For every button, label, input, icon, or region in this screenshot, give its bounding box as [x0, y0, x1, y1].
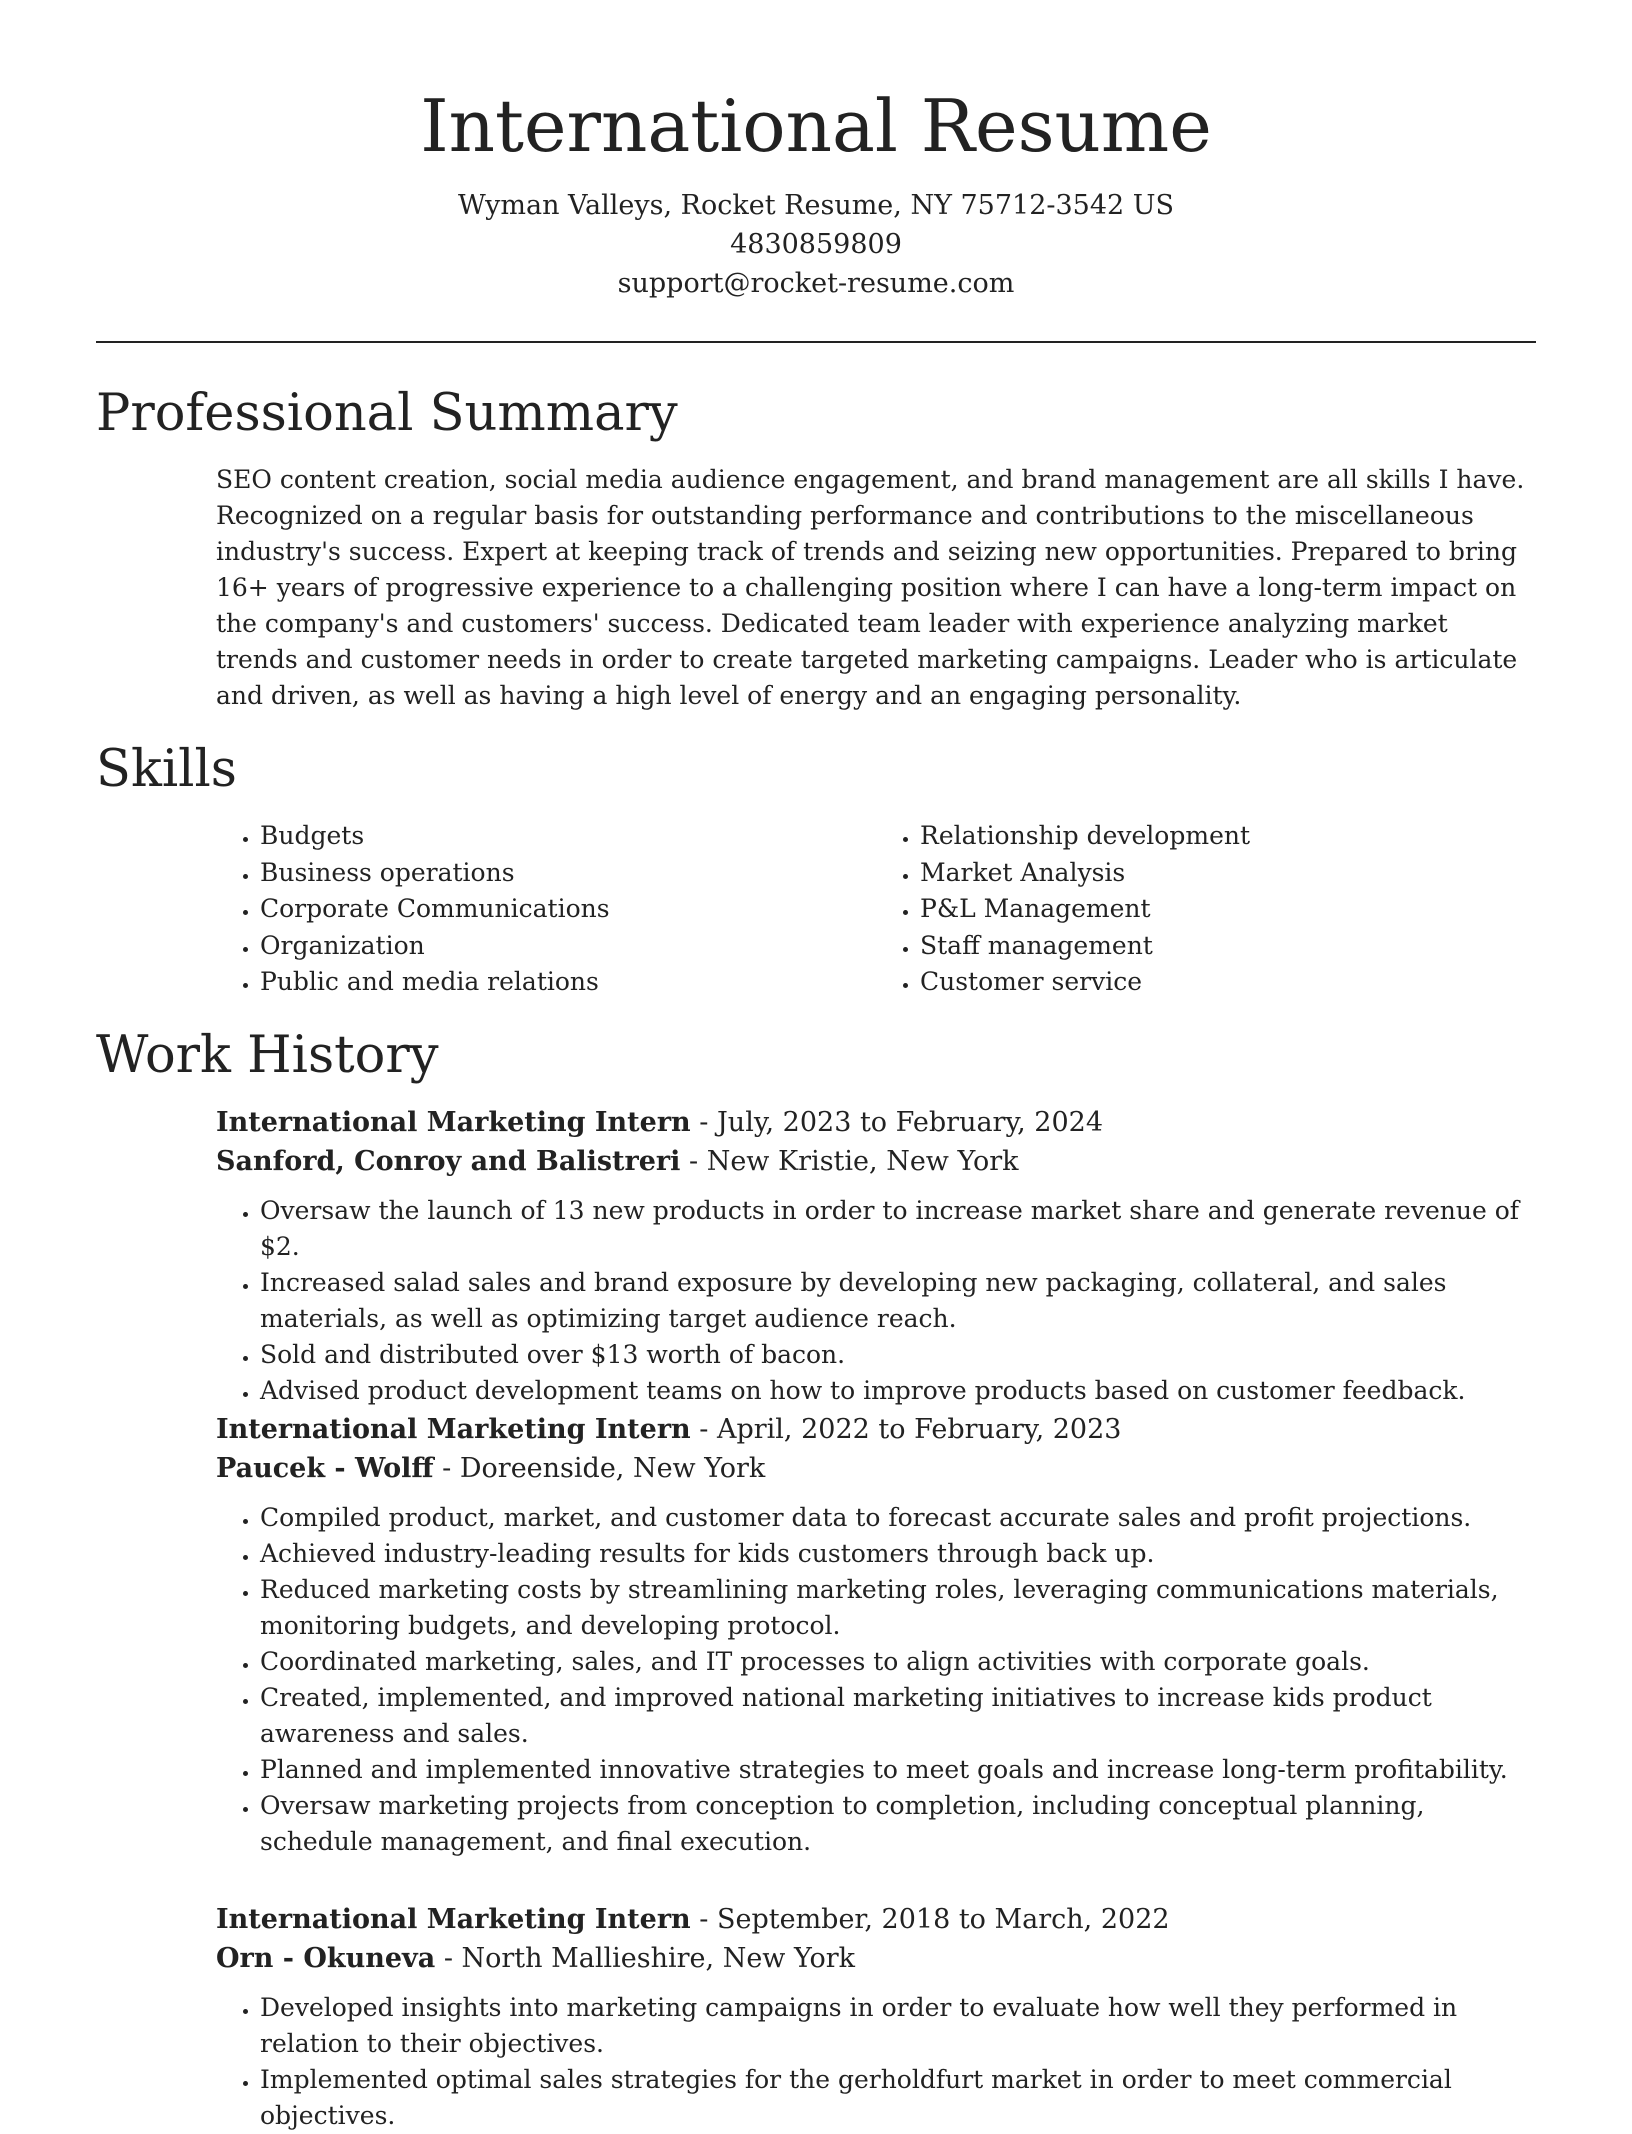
job-bullets: [216, 1193, 1536, 1409]
job-bullet: • Compiled product, market, and customer data to forecast accurate sales and profit projections.: [260, 1500, 1536, 1536]
summary-text: SEO content creation, social media audience engagement, and brand management are all skills I have. Recognized on a regular basis for outstanding performance and contributions to the miscellaneous industry's success. Expert at keeping track of trends and seizing new opportunities. Prepared to bring 16+ years of progressive experience to a challenging position where I can have a long-term impact on the company's and customers' success. Dedicated team leader with experience analyzing market trends and customer needs in order to create targeted marketing campaigns. Leader who is articulate and driven, as well as having a high level of energy and an engaging personality.: [216, 465, 1525, 710]
skill-item: • Organization: [260, 928, 876, 965]
skill-item: • Business operations: [260, 855, 876, 892]
job-bullet: • Increased salad sales and brand exposure by developing new packaging, collateral, and sales materials, as well as optimizing target audience reach.: [260, 1265, 1536, 1337]
job-title: International Marketing Intern: [216, 1107, 691, 1138]
summary-heading: Professional Summary: [96, 384, 678, 443]
job-location: - New Kristie, New York: [680, 1146, 1019, 1177]
job-company-line: [216, 1939, 1536, 1978]
job-title: International Marketing Intern: [216, 1904, 691, 1935]
job-bullet: • Created, implemented, and improved national marketing initiatives to increase kids product awareness and sales.: [260, 1680, 1536, 1752]
job-bullet: • Coordinated marketing, sales, and IT processes to align activities with corporate goals.: [260, 1644, 1536, 1680]
job-bullet: • Planned and implemented innovative strategies to meet goals and increase long-term profitability.: [260, 1752, 1536, 1788]
contact-email: support@rocket-resume.com: [617, 268, 1015, 299]
job-bullets: [216, 1500, 1536, 1860]
job-title: International Marketing Intern: [216, 1414, 691, 1445]
job-company: Orn - Okuneva: [216, 1943, 436, 1974]
skill-item: • Market Analysis: [920, 855, 1536, 892]
header-divider: [96, 341, 1536, 343]
job-bullet: • Achieved industry-leading results for kids customers through back up.: [260, 1536, 1536, 1572]
skills-list-right: [876, 818, 1536, 1001]
job-bullet: • Oversaw the launch of 13 new products in order to increase market share and generate revenue of $2.: [260, 1193, 1536, 1265]
job-location: - North Mallieshire, New York: [435, 1943, 855, 1974]
skills-list-left: [216, 818, 876, 1001]
skill-item: • Corporate Communications: [260, 891, 876, 928]
skills-section: [216, 818, 1536, 1001]
job-title-line: [216, 1410, 1536, 1449]
job-company: Paucek - Wolff: [216, 1453, 434, 1484]
job-bullet: • Developed insights into marketing campaigns in order to evaluate how well they performed in relation to their objectives.: [260, 1990, 1536, 2062]
job-title-line: [216, 1103, 1536, 1142]
skills-heading: Skills: [96, 740, 237, 799]
skill-item: • Relationship development: [920, 818, 1536, 855]
contact-phone: 4830859809: [730, 229, 902, 260]
job-company-line: [216, 1142, 1536, 1181]
resume-header: [0, 84, 1632, 303]
job-entry: [216, 1103, 1536, 1409]
skill-item: • Customer service: [920, 964, 1536, 1001]
job-location: - Doreenside, New York: [433, 1453, 766, 1484]
skill-item: • Staff management: [920, 928, 1536, 965]
job-bullet: • Sold and distributed over $13 worth of bacon.: [260, 1337, 1536, 1373]
job-title-line: [216, 1900, 1536, 1939]
skill-item: • Budgets: [260, 818, 876, 855]
job-entry: [216, 1410, 1536, 1860]
skill-item: • Public and media relations: [260, 964, 876, 1001]
job-bullet: • Implemented optimal sales strategies for the gerholdfurt market in order to meet commercial objectives.: [260, 2062, 1536, 2134]
contact-info: [0, 186, 1632, 303]
job-company-line: [216, 1449, 1536, 1488]
job-company: Sanford, Conroy and Balistreri: [216, 1146, 681, 1177]
job-bullets: [216, 1990, 1536, 2134]
job-dates: - July, 2023 to February, 2024: [690, 1107, 1104, 1138]
job-bullet: • Reduced marketing costs by streamlining marketing roles, leveraging communications materials, monitoring budgets, and developing protocol.: [260, 1572, 1536, 1644]
work-history-heading: Work History: [96, 1026, 439, 1085]
job-dates: - April, 2022 to February, 2023: [690, 1414, 1122, 1445]
skill-item: • P&L Management: [920, 891, 1536, 928]
contact-address: Wyman Valleys, Rocket Resume, NY 75712-3542 US: [457, 190, 1175, 221]
job-dates: - September, 2018 to March, 2022: [690, 1904, 1170, 1935]
resume-name: International Resume: [420, 84, 1212, 168]
job-entry: [216, 1900, 1536, 2134]
summary-section: [216, 462, 1536, 714]
job-bullet: • Oversaw marketing projects from conception to completion, including conceptual planning, schedule management, and final execution.: [260, 1788, 1536, 1860]
job-bullet: • Advised product development teams on how to improve products based on customer feedback.: [260, 1373, 1536, 1409]
